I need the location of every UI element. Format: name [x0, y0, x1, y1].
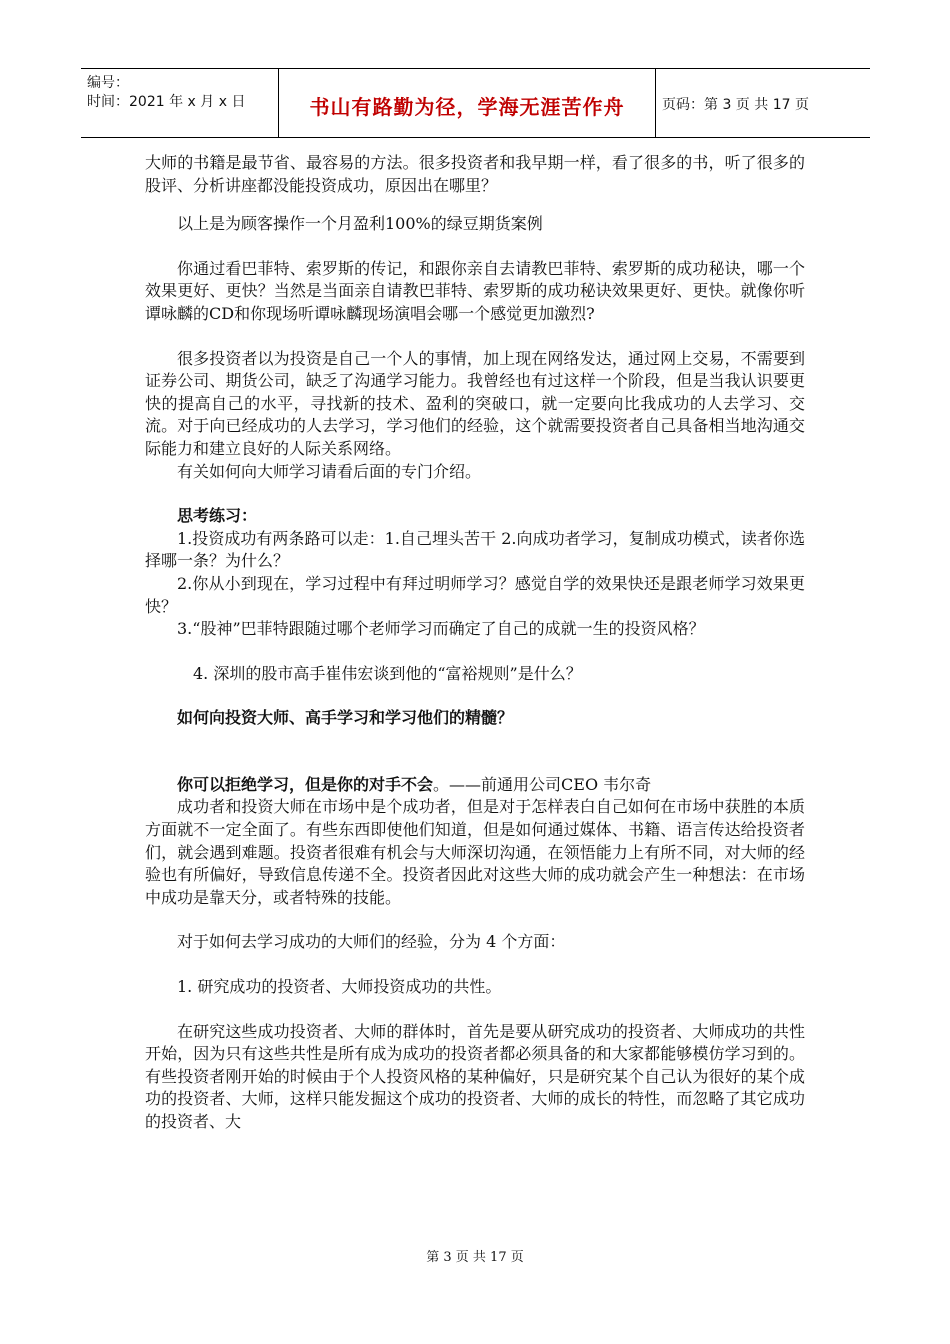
exercise-question: 4. 深圳的股市高手崔伟宏谈到他的“富裕规则”是什么？: [193, 663, 582, 683]
quote-attribution: 。——前通用公司CEO 韦尔奇: [433, 774, 652, 794]
header-motto: 书山有路勤为径，学海无涯苦作舟: [309, 95, 625, 119]
paragraph: 大师的书籍是最节省、最容易的方法。很多投资者和我早期一样，看了很多的书，听了很多的股评、分析讲座都没能投资成功，原因出在哪里？: [145, 153, 805, 195]
paragraph: 成功者和投资大师在市场中是个成功者，但是对于怎样表白自己如何在市场中获胜的本质方面就不一定全面了。有些东西即使他们知道，但是如何通过媒体、书籍、语言传达给投资者们，就会遇到难题。投资者很难有机会与大师深切沟通，在领悟能力上有所不同，对大师的经验也有所偏好，导致信息传递不全。投资者因此对这些大师的成功就会产生一种想法：在市场中成功是靠天分，或者特殊的技能。: [145, 797, 805, 907]
exercise-question: 2.你从小到现在，学习过程中有拜过明师学习？感觉自学的效果快还是跟老师学习效果更快？: [145, 573, 805, 616]
exercise-heading: 思考练习：: [177, 506, 258, 526]
exercise-question: 1.投资成功有两条路可以走：1.自己埋头苦干 2.向成功者学习，复制成功模式，读者你选择哪一条？为什么？: [145, 528, 805, 571]
list-item: 1. 研究成功的投资者、大师投资成功的共性。: [177, 977, 502, 997]
paragraph: 以上是为顾客操作一个月盈利100%的绿豆期货案例: [177, 214, 543, 234]
header-motto-cell: [279, 69, 656, 137]
paragraph: 在研究这些成功投资者、大师的群体时，首先是要从研究成功的投资者、大师成功的共性开始，因为只有这些共性是所有成为成功的投资者都必须具备的和大家都能够模仿学习到的。有些投资者刚开始的时候由于个人投资风格的某种偏好，只是研究某个自己认为很好的某个成功的投资者、大师，这样只能发掘这个成功的投资者、大师的成长的特性，而忽略了其它成功的投资者、大: [145, 1021, 805, 1131]
section-heading: 如何向投资大师、高手学习和学习他们的精髓？: [177, 708, 514, 728]
quote-line: [145, 774, 805, 797]
paragraph: 对于如何去学习成功的大师们的经验，分为 4 个方面：: [177, 932, 566, 952]
page-footer: 第 3 页 共 17 页: [426, 1250, 524, 1265]
quote-bold: 你可以拒绝学习，但是你的对手不会: [177, 774, 434, 794]
header-meta-cell: [81, 69, 279, 137]
header-page-info: 页码：第 3 页 共 17 页: [662, 97, 809, 113]
paragraph: 很多投资者以为投资是自己一个人的事情，加上现在网络发达，通过网上交易，不需要到证券公司、期货公司，缺乏了沟通学习能力。我曾经也有过这样一个阶段，但是当我认识要更快的提高自己的水平，寻找新的技术、盈利的突破口，就一定要向比我成功的人去学习、交流。对于向已经成功的人去学习，学习他们的经验，这个就需要投资者自己具备相当地沟通交际能力和建立良好的人际关系网络。: [145, 348, 805, 458]
page-header: [81, 68, 870, 138]
document-body: [145, 152, 805, 1134]
document-date-label: 时间：2021 年 x 月 x 日: [87, 94, 246, 110]
exercise-question: 3.“股神”巴菲特跟随过哪个老师学习而确定了自己的成就一生的投资风格？: [177, 619, 705, 639]
header-page-cell: [656, 69, 870, 137]
paragraph: 你通过看巴菲特、索罗斯的传记，和跟你亲自去请教巴菲特、索罗斯的成功秘诀，哪一个效果更好、更快？当然是当面亲自请教巴菲特、索罗斯的成功秘诀效果更好、更快。就像你听谭咏麟的CD和你现场听谭咏麟现场演唱会哪一个感觉更加激烈?: [145, 258, 805, 323]
document-number-label: 编号：: [87, 75, 129, 91]
paragraph: 有关如何向大师学习请看后面的专门介绍。: [177, 461, 482, 481]
